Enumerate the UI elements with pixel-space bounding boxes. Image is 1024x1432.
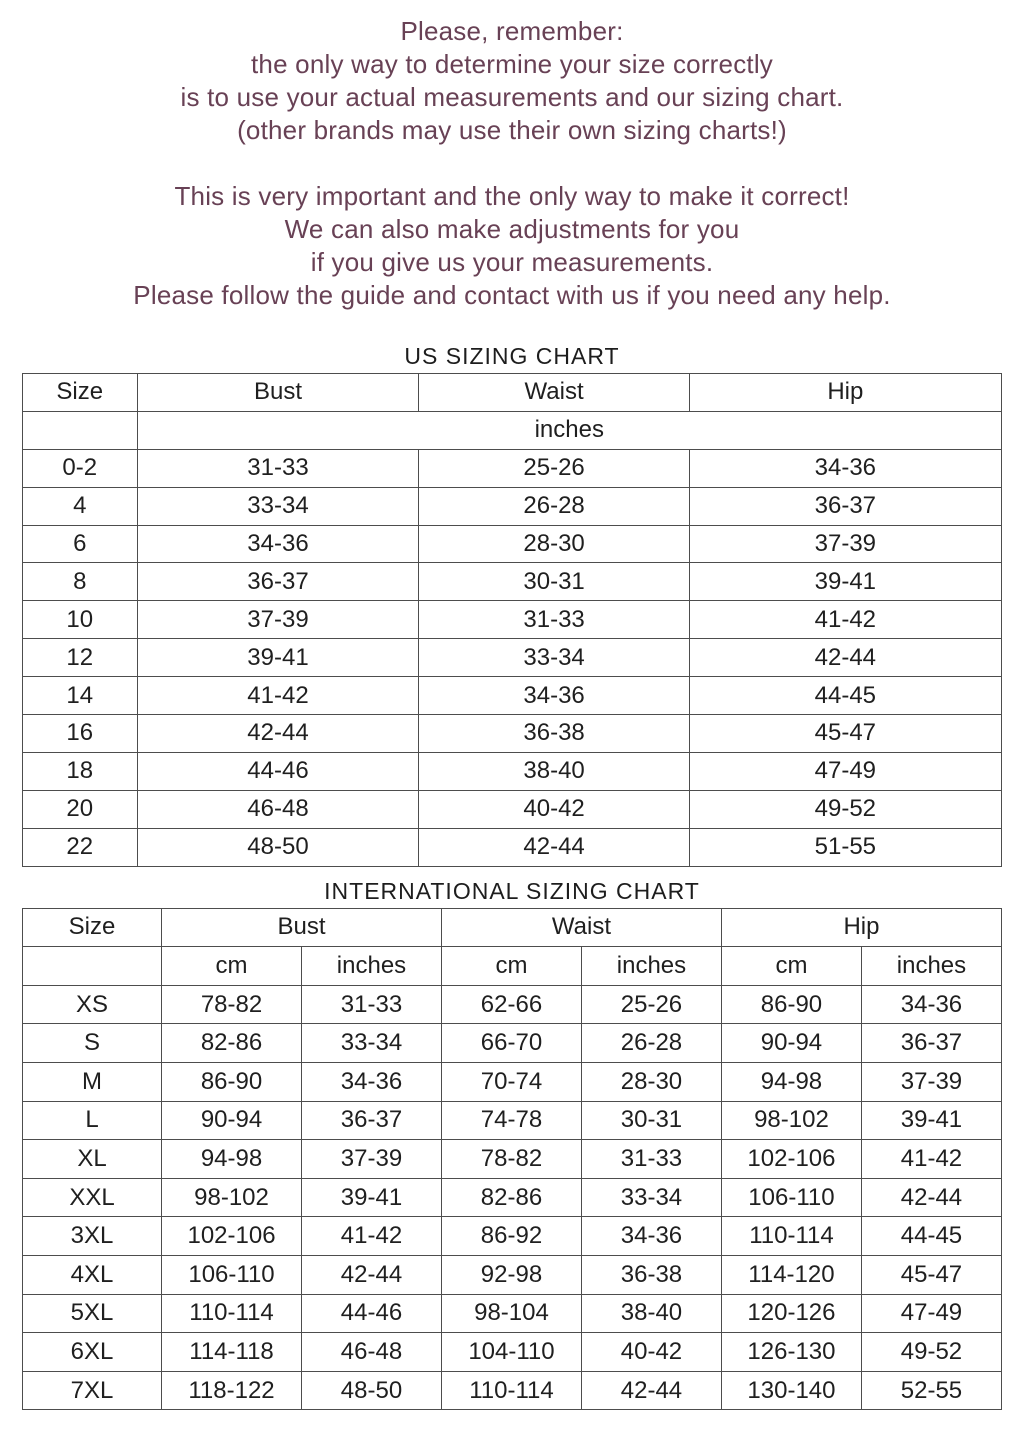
cell-bust: 42-44 [137,715,419,753]
cell-waist: 34-36 [419,677,689,715]
cell-hip: 39-41 [689,563,1001,601]
table-row [23,790,1002,828]
cell-waist: 42-44 [419,828,689,866]
cell-hip: 41-42 [689,601,1001,639]
cell-waist-cm: 70-74 [441,1062,581,1101]
cell-bust-cm: 102-106 [162,1217,302,1256]
cell-hip-cm: 126-130 [721,1333,861,1372]
cell-size: 6 [23,525,138,563]
cell-bust-inches: 46-48 [302,1333,442,1372]
cell-hip-cm: 98-102 [721,1101,861,1140]
intro-line: the only way to determine your size correctly [251,49,773,79]
cell-hip-inches: 37-39 [861,1062,1001,1101]
table-row [23,677,1002,715]
international-sizing-table [22,908,1002,1411]
cell-waist-cm: 104-110 [441,1333,581,1372]
cell-waist: 31-33 [419,601,689,639]
subheader-bust-inches: inches [302,947,442,986]
cell-waist: 33-34 [419,639,689,677]
cell-size: XXL [23,1178,162,1217]
cell-size: L [23,1101,162,1140]
intro-line: if you give us your measurements. [310,247,714,277]
cell-waist-inches: 33-34 [581,1178,721,1217]
cell-hip-inches: 36-37 [861,1024,1001,1063]
cell-hip-cm: 102-106 [721,1140,861,1179]
cell-bust-inches: 37-39 [302,1140,442,1179]
subheader-waist-cm: cm [441,947,581,986]
table-row [23,752,1002,790]
cell-bust: 39-41 [137,639,419,677]
cell-waist: 36-38 [419,715,689,753]
table-row [23,1024,1002,1063]
cell-waist-cm: 92-98 [441,1255,581,1294]
column-header-hip: Hip [721,908,1001,947]
international-chart-title: INTERNATIONAL SIZING CHART [324,877,700,904]
cell-bust-inches: 39-41 [302,1178,442,1217]
column-header-waist: Waist [419,374,689,412]
column-header-bust: Bust [162,908,442,947]
unit-label-inches: inches [137,411,1001,449]
table-row [23,563,1002,601]
cell-hip-inches: 44-45 [861,1217,1001,1256]
cell-waist-cm: 66-70 [441,1024,581,1063]
cell-waist-cm: 110-114 [441,1371,581,1410]
cell-bust-cm: 86-90 [162,1062,302,1101]
cell-bust-cm: 98-102 [162,1178,302,1217]
table-row [23,1371,1002,1410]
cell-waist-inches: 36-38 [581,1255,721,1294]
cell-size: 16 [23,715,138,753]
table-row [23,1140,1002,1179]
cell-bust-inches: 31-33 [302,985,442,1024]
table-row [23,449,1002,487]
subheader-hip-inches: inches [861,947,1001,986]
intro-line: Please, remember: [400,16,624,46]
cell-hip-cm: 110-114 [721,1217,861,1256]
cell-size: 3XL [23,1217,162,1256]
cell-waist: 30-31 [419,563,689,601]
us-sizing-table [22,373,1002,867]
cell-bust-cm: 78-82 [162,985,302,1024]
cell-bust: 36-37 [137,563,419,601]
cell-bust-inches: 34-36 [302,1062,442,1101]
table-row [23,1101,1002,1140]
cell-hip-cm: 114-120 [721,1255,861,1294]
table-row [23,1333,1002,1372]
column-header-bust: Bust [137,374,419,412]
intl-subheader-row [23,947,1002,986]
cell-size: 18 [23,752,138,790]
cell-waist: 40-42 [419,790,689,828]
intro-line: Please follow the guide and contact with us if you need any help. [133,280,891,310]
cell-waist-inches: 40-42 [581,1333,721,1372]
cell-size: 22 [23,828,138,866]
table-row [23,1255,1002,1294]
cell-hip: 34-36 [689,449,1001,487]
us-chart-title: US SIZING CHART [404,343,620,369]
cell-bust-inches: 36-37 [302,1101,442,1140]
us-unit-row [23,411,1002,449]
cell-bust-cm: 106-110 [162,1255,302,1294]
cell-bust-inches: 48-50 [302,1371,442,1410]
table-row [23,828,1002,866]
cell-waist: 38-40 [419,752,689,790]
intro-text-block [0,0,1024,312]
cell-hip-cm: 94-98 [721,1062,861,1101]
cell-bust-inches: 44-46 [302,1294,442,1333]
cell-bust-cm: 82-86 [162,1024,302,1063]
cell-waist-inches: 26-28 [581,1024,721,1063]
cell-waist-cm: 82-86 [441,1178,581,1217]
cell-waist-inches: 38-40 [581,1294,721,1333]
intro-line: We can also make adjustments for you [284,214,740,244]
cell-hip: 36-37 [689,487,1001,525]
cell-hip-cm: 86-90 [721,985,861,1024]
cell-bust: 33-34 [137,487,419,525]
intro-line: This is very important and the only way to make it correct! [174,181,850,211]
cell-bust-cm: 90-94 [162,1101,302,1140]
cell-waist-cm: 98-104 [441,1294,581,1333]
cell-hip: 37-39 [689,525,1001,563]
table-row [23,487,1002,525]
cell-waist-inches: 28-30 [581,1062,721,1101]
cell-bust-cm: 110-114 [162,1294,302,1333]
cell-hip-cm: 90-94 [721,1024,861,1063]
cell-bust-cm: 118-122 [162,1371,302,1410]
cell-size: 14 [23,677,138,715]
cell-waist: 28-30 [419,525,689,563]
cell-size: 6XL [23,1333,162,1372]
cell-hip-inches: 42-44 [861,1178,1001,1217]
cell-size: 4XL [23,1255,162,1294]
subheader-bust-cm: cm [162,947,302,986]
table-row [23,525,1002,563]
column-header-size: Size [23,908,162,947]
cell-bust: 34-36 [137,525,419,563]
cell-size: 8 [23,563,138,601]
cell-hip-cm: 130-140 [721,1371,861,1410]
cell-hip-inches: 34-36 [861,985,1001,1024]
unit-row-empty-cell [23,947,162,986]
cell-size: M [23,1062,162,1101]
cell-bust-cm: 94-98 [162,1140,302,1179]
cell-waist: 26-28 [419,487,689,525]
cell-waist-inches: 31-33 [581,1140,721,1179]
us-header-row [23,374,1002,412]
cell-hip: 42-44 [689,639,1001,677]
table-row [23,715,1002,753]
cell-hip: 47-49 [689,752,1001,790]
intl-header-row [23,908,1002,947]
column-header-size: Size [23,374,138,412]
table-row [23,1217,1002,1256]
cell-bust-cm: 114-118 [162,1333,302,1372]
cell-hip-cm: 106-110 [721,1178,861,1217]
intro-line: is to use your actual measurements and our sizing chart. [180,82,844,112]
cell-bust: 41-42 [137,677,419,715]
paragraph-spacer [0,147,1024,180]
cell-waist-cm: 74-78 [441,1101,581,1140]
cell-size: 7XL [23,1371,162,1410]
cell-hip: 45-47 [689,715,1001,753]
cell-hip-inches: 49-52 [861,1333,1001,1372]
cell-size: XS [23,985,162,1024]
cell-bust-inches: 42-44 [302,1255,442,1294]
cell-size: 0-2 [23,449,138,487]
cell-waist-inches: 30-31 [581,1101,721,1140]
cell-waist-cm: 62-66 [441,985,581,1024]
cell-bust: 37-39 [137,601,419,639]
cell-bust: 31-33 [137,449,419,487]
cell-size: XL [23,1140,162,1179]
subheader-hip-cm: cm [721,947,861,986]
intro-line: (other brands may use their own sizing charts!) [237,115,787,145]
cell-hip-inches: 41-42 [861,1140,1001,1179]
cell-waist-inches: 25-26 [581,985,721,1024]
cell-size: 10 [23,601,138,639]
unit-row-empty-cell [23,411,138,449]
cell-hip-cm: 120-126 [721,1294,861,1333]
cell-hip: 49-52 [689,790,1001,828]
cell-waist-inches: 42-44 [581,1371,721,1410]
cell-waist-cm: 86-92 [441,1217,581,1256]
cell-hip: 44-45 [689,677,1001,715]
cell-hip-inches: 52-55 [861,1371,1001,1410]
cell-hip: 51-55 [689,828,1001,866]
cell-waist-inches: 34-36 [581,1217,721,1256]
subheader-waist-inches: inches [581,947,721,986]
table-row [23,1062,1002,1101]
cell-hip-inches: 47-49 [861,1294,1001,1333]
table-row [23,985,1002,1024]
cell-size: 4 [23,487,138,525]
table-row [23,639,1002,677]
cell-size: 20 [23,790,138,828]
column-header-hip: Hip [689,374,1001,412]
cell-bust-inches: 33-34 [302,1024,442,1063]
cell-bust: 48-50 [137,828,419,866]
cell-hip-inches: 45-47 [861,1255,1001,1294]
cell-size: S [23,1024,162,1063]
table-row [23,1178,1002,1217]
cell-waist: 25-26 [419,449,689,487]
cell-waist-cm: 78-82 [441,1140,581,1179]
table-row [23,1294,1002,1333]
cell-bust: 46-48 [137,790,419,828]
table-row [23,601,1002,639]
column-header-waist: Waist [441,908,721,947]
cell-bust: 44-46 [137,752,419,790]
cell-size: 5XL [23,1294,162,1333]
cell-hip-inches: 39-41 [861,1101,1001,1140]
cell-size: 12 [23,639,138,677]
cell-bust-inches: 41-42 [302,1217,442,1256]
